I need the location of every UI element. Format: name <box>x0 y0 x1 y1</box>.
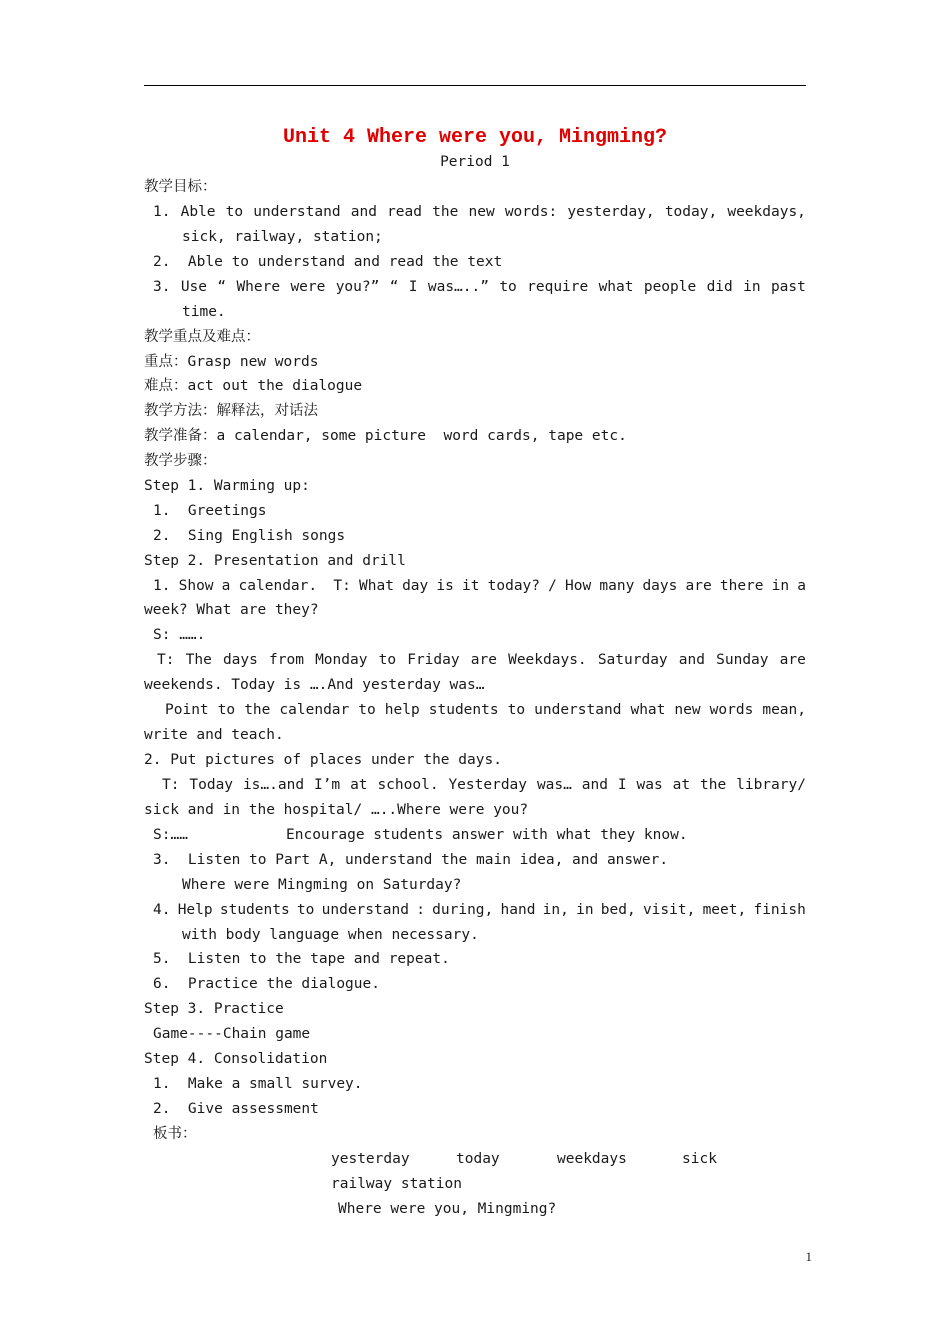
word: help <box>384 702 420 718</box>
word: 4. <box>153 902 171 918</box>
word: understand <box>534 702 622 718</box>
difficult-point: 难点：act out the dialogue <box>144 378 363 394</box>
word: to <box>358 702 376 718</box>
word: days <box>222 652 258 668</box>
step-4-item-1: 1. Make a small survey. <box>153 1076 363 1092</box>
word: Today <box>189 777 234 793</box>
word: T: <box>157 652 175 668</box>
word: the <box>700 777 727 793</box>
word: Able <box>180 204 216 220</box>
step-2-item-1-line-2: week? What are they? <box>144 602 319 618</box>
teacher-line-1 <box>157 650 806 670</box>
word: T: <box>333 578 351 594</box>
word: are <box>779 652 806 668</box>
word: people <box>643 279 697 295</box>
word: Where <box>236 279 281 295</box>
word: / <box>548 578 557 594</box>
header-rule <box>144 85 806 86</box>
word: The <box>185 652 212 668</box>
board-line-2: railway station <box>331 1176 462 1192</box>
steps-heading: 教学步骤： <box>144 453 217 469</box>
word: 1. <box>153 578 171 594</box>
word: to <box>225 204 244 220</box>
objectives-heading: 教学目标： <box>144 179 217 195</box>
word: from <box>269 652 304 668</box>
page-number: 1 <box>805 1249 812 1264</box>
word: and <box>678 652 705 668</box>
key-point: 重点：Grasp new words <box>144 354 319 370</box>
word: days <box>642 578 678 594</box>
word: Use <box>180 279 208 295</box>
word: Monday <box>315 652 368 668</box>
word: new <box>674 702 701 718</box>
objective-3-line-1 <box>153 277 806 297</box>
step-3-heading: Step 3. Practice <box>144 1001 284 1017</box>
teaching-method: 教学方法：解释法，对话法 <box>144 403 318 419</box>
student-response-2: S:…… <box>153 827 188 843</box>
board-word-4: sick <box>682 1151 717 1167</box>
word: weekdays, <box>727 204 806 220</box>
word: day <box>402 578 429 594</box>
step-2-item-1-line-1 <box>153 576 806 596</box>
word: and <box>581 777 608 793</box>
word: students <box>219 902 290 918</box>
word: are <box>685 578 712 594</box>
word: was…..” <box>427 279 489 295</box>
word: Sunday <box>716 652 769 668</box>
word: were <box>290 279 326 295</box>
word: in, <box>542 902 569 918</box>
encourage-note: Encourage students answer with what they know. <box>286 827 688 843</box>
word: did <box>706 279 733 295</box>
word: to <box>217 702 236 718</box>
word: to <box>507 702 526 718</box>
step-3-game: Game----Chain game <box>153 1026 311 1042</box>
word: in <box>576 902 594 918</box>
word: are <box>470 652 497 668</box>
word: How <box>565 578 592 594</box>
word: was… <box>536 777 572 793</box>
teacher-line-4: sick and in the hospital/ …..Where were you? <box>144 802 529 818</box>
board-line-3: Where were you, Mingming? <box>338 1201 557 1217</box>
word: what <box>598 279 634 295</box>
word: a <box>797 578 806 594</box>
word: in <box>771 578 790 594</box>
word: visit, <box>642 902 696 918</box>
word: a <box>221 578 231 594</box>
word: the <box>244 702 271 718</box>
word: in <box>743 279 761 295</box>
objective-1-line-2: sick, railway, station; <box>182 229 383 245</box>
step-2-item-3-line-2: Where were Mingming on Saturday? <box>182 877 462 893</box>
word: it <box>462 578 480 594</box>
step-2-item-5: 5. Listen to the tape and repeat. <box>153 951 450 967</box>
teacher-line-2: weekends. Today is ….And yesterday was… <box>144 677 485 693</box>
objective-3-line-2: time. <box>182 304 226 320</box>
word: Weekdays. <box>508 652 587 668</box>
word: I’m <box>313 777 341 793</box>
word: bed, <box>600 902 636 918</box>
word: today, <box>664 204 718 220</box>
step-4-heading: Step 4. Consolidation <box>144 1051 328 1067</box>
step-1-item-2: 2. Sing English songs <box>153 528 346 544</box>
word: Yesterday <box>448 777 528 793</box>
key-points-heading: 教学重点及难点： <box>144 329 260 345</box>
page-title: Unit 4 Where were you, Mingming? <box>282 126 668 149</box>
objective-1-line-1 <box>153 202 806 222</box>
word: What <box>359 578 394 594</box>
point-instruction-line-1 <box>165 700 806 720</box>
word: finish <box>753 902 806 918</box>
word: I <box>617 777 627 793</box>
word: to <box>499 279 517 295</box>
word: new <box>468 204 495 220</box>
word: meet, <box>702 902 747 918</box>
word: require <box>527 279 589 295</box>
word: what <box>630 702 666 718</box>
word: calendar <box>279 702 350 718</box>
word: during, <box>432 902 494 918</box>
word: : <box>416 902 425 918</box>
word: “ <box>217 279 227 295</box>
word: school. <box>377 777 439 793</box>
word: mean, <box>762 702 806 718</box>
objective-2: 2. Able to understand and read the text <box>153 254 503 270</box>
step-2-item-6: 6. Practice the dialogue. <box>153 976 380 992</box>
step-4-item-2: 2. Give assessment <box>153 1101 319 1117</box>
word: and <box>350 204 377 220</box>
word: Point <box>165 702 209 718</box>
period-label: Period 1 <box>440 154 510 170</box>
point-instruction-line-2: write and teach. <box>144 727 284 743</box>
board-word-2: today <box>456 1151 500 1167</box>
word: students <box>428 702 499 718</box>
word: at <box>350 777 368 793</box>
word: “ <box>389 279 399 295</box>
word: is….and <box>242 777 305 793</box>
word: past <box>770 279 806 295</box>
word: 3. <box>153 279 171 295</box>
word: yesterday, <box>567 204 655 220</box>
student-response-1: S: ……. <box>153 627 206 643</box>
word: read <box>387 204 422 220</box>
word: many <box>599 578 635 594</box>
word: Help <box>177 902 213 918</box>
word: T: <box>162 777 180 793</box>
word: Show <box>178 578 214 594</box>
word: is <box>436 578 454 594</box>
board-heading: 板书： <box>153 1126 197 1142</box>
word: was <box>636 777 663 793</box>
step-1-item-1: 1. Greetings <box>153 503 267 519</box>
word: understand <box>321 902 409 918</box>
step-1-heading: Step 1. Warming up: <box>144 478 310 494</box>
teacher-line-3 <box>162 775 806 795</box>
step-2-item-3-line-1: 3. Listen to Part A, understand the main idea, and answer. <box>153 852 669 868</box>
word: Saturday <box>597 652 668 668</box>
board-word-1: yesterday <box>331 1151 410 1167</box>
word: there <box>719 578 764 594</box>
step-2-heading: Step 2. Presentation and drill <box>144 553 406 569</box>
word: words <box>709 702 754 718</box>
board-word-3: weekdays <box>557 1151 627 1167</box>
teaching-preparation: 教学准备：a calendar, some picture word cards, tape etc. <box>144 428 627 444</box>
word: the <box>432 204 459 220</box>
word: to <box>296 902 315 918</box>
step-2-item-2: 2. Put pictures of places under the days. <box>144 752 502 768</box>
word: Friday <box>407 652 460 668</box>
word: 1. <box>153 204 171 220</box>
step-2-item-4-line-2: with body language when necessary. <box>182 927 479 943</box>
word: I <box>408 279 418 295</box>
word: calendar. <box>238 578 318 594</box>
word: to <box>378 652 397 668</box>
word: hand <box>500 902 536 918</box>
word: library/ <box>736 777 806 793</box>
word: at <box>672 777 691 793</box>
word: today? <box>487 578 541 594</box>
word: understand <box>253 204 341 220</box>
step-2-item-4-line-1 <box>153 900 806 920</box>
word: words: <box>504 204 558 220</box>
word: you?” <box>335 279 380 295</box>
